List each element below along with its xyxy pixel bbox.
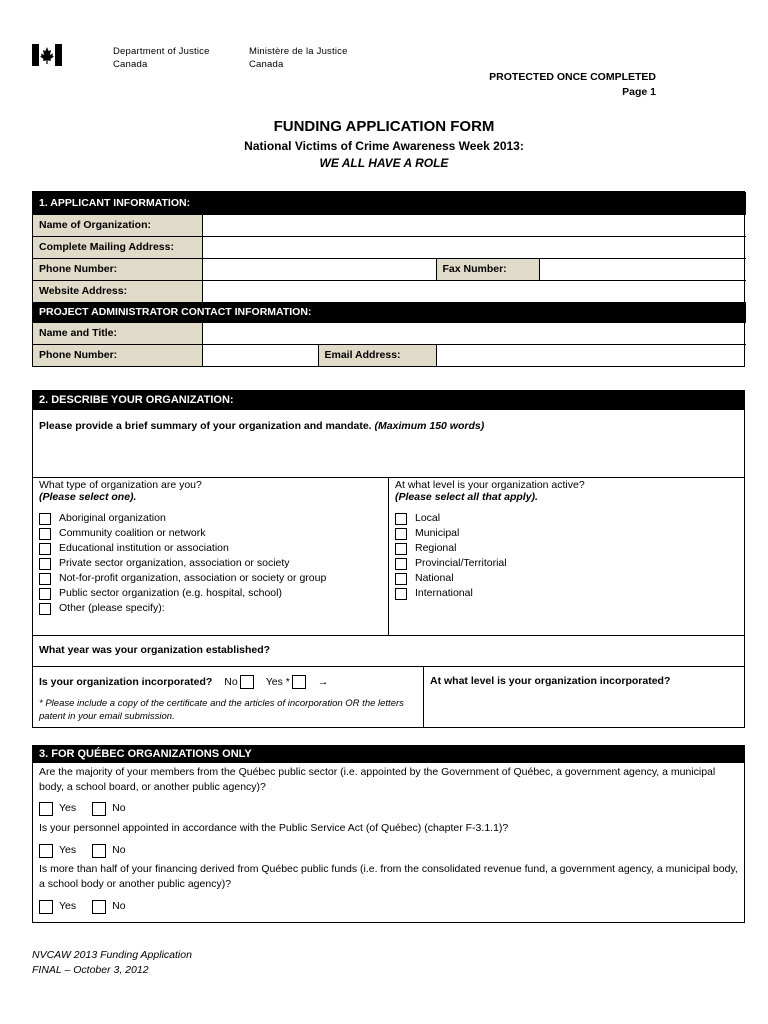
admin-phone-label: Phone Number: <box>33 344 202 366</box>
org-type-label: Aboriginal organization <box>59 512 166 524</box>
footer-line2: FINAL – October 3, 2012 <box>32 964 149 976</box>
org-level-checkbox[interactable] <box>395 588 407 600</box>
footer-line1: NVCAW 2013 Funding Application <box>32 949 192 961</box>
org-type-checkbox[interactable] <box>39 573 51 585</box>
org-type-label: Educational institution or association <box>59 542 229 554</box>
website-field[interactable] <box>202 280 746 302</box>
incorporated-no-checkbox[interactable] <box>240 675 254 689</box>
org-type-label: Other (please specify): <box>59 602 165 614</box>
footer <box>32 948 192 978</box>
q1-no-checkbox[interactable] <box>92 802 106 816</box>
incorporation-level-field[interactable] <box>424 667 744 727</box>
incorporated-no-label: No <box>224 676 238 688</box>
q1-yes-checkbox[interactable] <box>39 802 53 816</box>
year-established-label: What year was your organization established? <box>39 644 271 656</box>
section1-heading: 1. APPLICANT INFORMATION: <box>33 192 746 214</box>
section-applicant-info <box>32 191 745 367</box>
q3-yes-checkbox[interactable] <box>39 900 53 914</box>
incorporation-level-label: At what level is your organization incorporated? <box>430 675 671 687</box>
org-type-option[interactable] <box>39 526 382 541</box>
q3-yes-label: Yes <box>59 900 77 912</box>
org-level-option[interactable] <box>395 511 738 526</box>
email-label: Email Address: <box>318 344 436 366</box>
org-type-label: Private sector organization, association or society <box>59 557 290 569</box>
fax-field[interactable] <box>539 258 746 280</box>
mailing-address-field[interactable] <box>202 236 746 258</box>
page-number: Page 1 <box>622 86 656 98</box>
quebec-q2-answers <box>39 843 738 858</box>
org-level-question: At what level is your organization active? <box>395 479 585 491</box>
incorporated-yes-checkbox[interactable] <box>292 675 306 689</box>
section-describe-org <box>32 390 745 728</box>
org-type-checkbox[interactable] <box>39 588 51 600</box>
q3-no-label: No <box>112 900 126 912</box>
quebec-q1: Are the majority of your members from the Québec public sector (i.e. appointed by the Government of Québec, a government agency, a municipal body, a school board, or another public agency)? <box>39 766 716 793</box>
org-level-checkbox[interactable] <box>395 513 407 525</box>
org-level-hint: (Please select all that apply). <box>395 491 538 503</box>
org-type-label: Public sector organization (e.g. hospital, school) <box>59 587 282 599</box>
quebec-q1-answers <box>39 801 738 816</box>
q2-no-checkbox[interactable] <box>92 844 106 858</box>
name-title-field[interactable] <box>202 322 746 344</box>
canada-flag-icon <box>32 44 62 66</box>
form-tagline: WE ALL HAVE A ROLE <box>319 156 449 170</box>
admin-phone-field[interactable] <box>202 344 318 366</box>
section2-heading: 2. DESCRIBE YOUR ORGANIZATION: <box>33 391 744 410</box>
org-level-checkbox[interactable] <box>395 558 407 570</box>
org-level-label: Provincial/Territorial <box>415 557 507 569</box>
org-level-panel <box>389 478 744 635</box>
section-quebec <box>32 745 745 923</box>
phone-field[interactable] <box>202 258 436 280</box>
org-level-option[interactable] <box>395 571 738 586</box>
org-level-checkbox[interactable] <box>395 543 407 555</box>
org-type-panel <box>33 478 389 635</box>
name-title-label: Name and Title: <box>33 322 202 344</box>
mailing-address-label: Complete Mailing Address: <box>33 236 202 258</box>
org-level-option[interactable] <box>395 586 738 601</box>
org-type-hint: (Please select one). <box>39 491 137 503</box>
org-level-option[interactable] <box>395 556 738 571</box>
org-level-checkbox[interactable] <box>395 573 407 585</box>
org-type-option[interactable] <box>39 571 382 586</box>
org-type-label: Not-for-profit organization, association or society or group <box>59 572 327 584</box>
summary-limit: (Maximum 150 words) <box>374 420 485 432</box>
org-level-checkbox[interactable] <box>395 528 407 540</box>
org-type-checkbox[interactable] <box>39 603 51 615</box>
org-level-label: Municipal <box>415 527 460 539</box>
q1-no-label: No <box>112 802 126 814</box>
summary-prompt: Please provide a brief summary of your organization and mandate. <box>39 420 372 432</box>
year-established-field[interactable] <box>33 636 744 667</box>
org-level-option[interactable] <box>395 526 738 541</box>
org-level-list <box>395 511 738 601</box>
org-type-option[interactable] <box>39 541 382 556</box>
q2-yes-checkbox[interactable] <box>39 844 53 858</box>
q3-no-checkbox[interactable] <box>92 900 106 914</box>
section3-heading: 3. FOR QUÉBEC ORGANIZATIONS ONLY <box>33 746 744 763</box>
org-level-option[interactable] <box>395 541 738 556</box>
q2-no-label: No <box>112 844 126 856</box>
arrow-right-icon: → <box>317 676 329 688</box>
org-type-checkbox[interactable] <box>39 558 51 570</box>
summary-field[interactable] <box>33 410 744 478</box>
org-name-field[interactable] <box>202 214 746 236</box>
org-name-label: Name of Organization: <box>33 214 202 236</box>
org-type-list <box>39 511 382 616</box>
org-type-option[interactable] <box>39 556 382 571</box>
org-level-label: Local <box>415 512 441 524</box>
form-subtitle: National Victims of Crime Awareness Week 2013: <box>244 139 524 153</box>
incorporated-question: Is your organization incorporated? <box>39 676 213 688</box>
fax-label: Fax Number: <box>436 258 539 280</box>
q2-yes-label: Yes <box>59 844 77 856</box>
org-type-option[interactable] <box>39 511 382 526</box>
org-type-checkbox[interactable] <box>39 543 51 555</box>
admin-heading: PROJECT ADMINISTRATOR CONTACT INFORMATION: <box>33 302 746 322</box>
email-field[interactable] <box>436 344 746 366</box>
org-type-label: Community coalition or network <box>59 527 206 539</box>
quebec-q2: Is your personnel appointed in accordance with the Public Service Act (of Québec) (chapter F-3.1.1)? <box>39 822 509 834</box>
quebec-q3: Is more than half of your financing derived from Québec public funds (i.e. from the consolidated revenue fund, a government agency, a municipal body, a school body or another public agency)? <box>39 863 738 890</box>
incorporated-yes-label: Yes * <box>265 676 290 688</box>
org-type-option[interactable] <box>39 586 382 601</box>
quebec-q3-answers <box>39 899 738 914</box>
org-type-checkbox[interactable] <box>39 513 51 525</box>
phone-label: Phone Number: <box>33 258 202 280</box>
dept-fr: Ministère de la Justice Canada <box>249 46 348 70</box>
incorporation-note: * Please include a copy of the certificate and the articles of incorporation OR the letters patent in your email submission. <box>39 698 404 722</box>
q1-yes-label: Yes <box>59 802 77 814</box>
form-title: FUNDING APPLICATION FORM <box>273 118 495 135</box>
org-type-checkbox[interactable] <box>39 528 51 540</box>
org-type-question: What type of organization are you? <box>39 479 202 491</box>
protected-notice: PROTECTED ONCE COMPLETED Page 1 <box>489 71 656 98</box>
org-level-label: National <box>415 572 454 584</box>
website-label: Website Address: <box>33 280 202 302</box>
org-level-label: International <box>415 587 473 599</box>
dept-en: Department of Justice Canada <box>113 46 210 70</box>
org-level-label: Regional <box>415 542 457 554</box>
incorporated-panel <box>33 667 424 727</box>
org-type-option[interactable] <box>39 601 382 616</box>
